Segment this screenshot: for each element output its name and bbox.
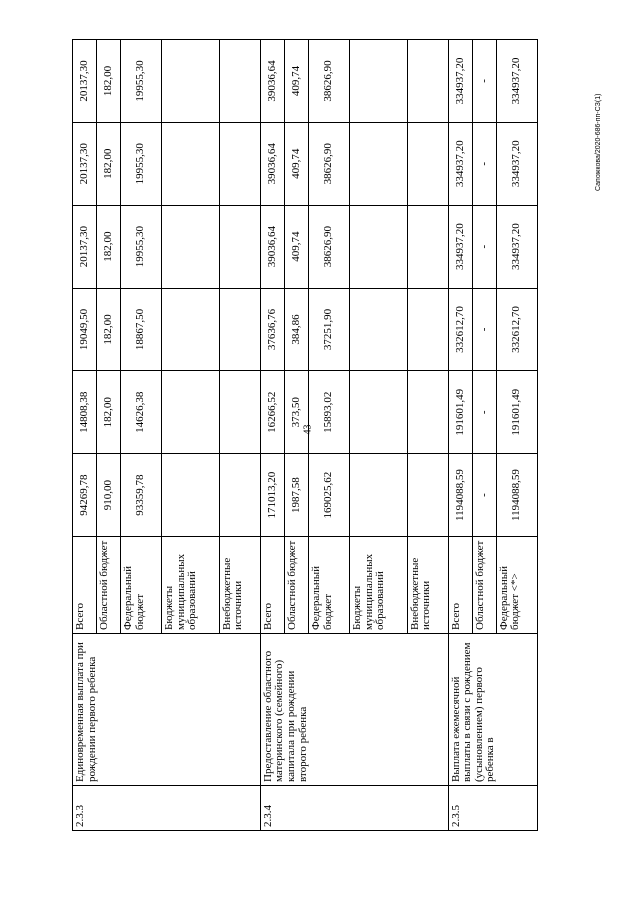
row-id: 2.3.3	[73, 786, 261, 831]
budget-table-wrapper	[72, 39, 538, 831]
amount-cell	[407, 205, 448, 288]
amount-cell	[219, 454, 260, 537]
funding-source: Областной бюджет	[284, 537, 308, 634]
amount-cell	[350, 205, 408, 288]
page-number: 43	[302, 424, 314, 435]
amount-cell: 37636,76	[260, 288, 284, 371]
amount-cell: 15893,02	[309, 371, 350, 454]
amount-cell: 19955,30	[121, 40, 162, 123]
amount-cell: 38626,90	[309, 205, 350, 288]
amount-cell	[219, 371, 260, 454]
amount-cell	[350, 122, 408, 205]
measure-name: Выплата ежемесячной выплаты в связи с рождением (усыновлением) первого ребенка в	[448, 634, 537, 786]
amount-cell: 373,50	[284, 371, 308, 454]
amount-cell: -	[472, 205, 496, 288]
funding-source: Федеральный бюджет	[121, 537, 162, 634]
measure-name: Единовременная выплата при рождении первого ребенка	[73, 634, 261, 786]
amount-cell: 20137,30	[73, 40, 97, 123]
amount-cell: 182,00	[97, 371, 121, 454]
funding-source: Внебюджетные источники	[407, 537, 448, 634]
amount-cell	[350, 371, 408, 454]
amount-cell: 37251,90	[309, 288, 350, 371]
row-id: 2.3.4	[260, 786, 448, 831]
amount-cell: 1194088,59	[496, 454, 537, 537]
amount-cell: -	[472, 40, 496, 123]
amount-cell	[407, 371, 448, 454]
amount-cell: 910,00	[97, 454, 121, 537]
amount-cell	[162, 40, 220, 123]
amount-cell: 334937,20	[496, 205, 537, 288]
funding-source: Федеральный бюджет <*>	[496, 537, 537, 634]
amount-cell: 38626,90	[309, 122, 350, 205]
amount-cell	[350, 288, 408, 371]
funding-source: Федеральный бюджет	[309, 537, 350, 634]
amount-cell: -	[472, 288, 496, 371]
amount-cell: 39036,64	[260, 40, 284, 123]
amount-cell	[162, 371, 220, 454]
amount-cell	[219, 122, 260, 205]
amount-cell: 332612,70	[496, 288, 537, 371]
amount-cell: 182,00	[97, 288, 121, 371]
amount-cell: 191601,49	[496, 371, 537, 454]
amount-cell: 1194088,59	[448, 454, 472, 537]
amount-cell: 16266,52	[260, 371, 284, 454]
amount-cell: 334937,20	[448, 40, 472, 123]
funding-source: Бюджеты муниципальных образований	[350, 537, 408, 634]
amount-cell: 191601,49	[448, 371, 472, 454]
amount-cell: 38626,90	[309, 40, 350, 123]
amount-cell: 334937,20	[496, 40, 537, 123]
amount-cell: 182,00	[97, 205, 121, 288]
amount-cell	[162, 122, 220, 205]
amount-cell: 171013,20	[260, 454, 284, 537]
amount-cell: 334937,20	[448, 122, 472, 205]
amount-cell	[407, 288, 448, 371]
amount-cell	[350, 454, 408, 537]
funding-source: Всего	[448, 537, 472, 634]
amount-cell	[162, 205, 220, 288]
amount-cell: 18867,50	[121, 288, 162, 371]
amount-cell: 334937,20	[448, 205, 472, 288]
table-row	[260, 40, 284, 831]
amount-cell: 93359,78	[121, 454, 162, 537]
funding-source: Бюджеты муниципальных образований	[162, 537, 220, 634]
amount-cell: -	[472, 371, 496, 454]
amount-cell: 19049,50	[73, 288, 97, 371]
amount-cell: 39036,64	[260, 122, 284, 205]
amount-cell: 20137,30	[73, 205, 97, 288]
amount-cell: 39036,64	[260, 205, 284, 288]
amount-cell	[407, 454, 448, 537]
amount-cell	[350, 40, 408, 123]
amount-cell	[407, 122, 448, 205]
amount-cell: 19955,30	[121, 122, 162, 205]
amount-cell: 14808,38	[73, 371, 97, 454]
amount-cell: 182,00	[97, 40, 121, 123]
funding-source: Всего	[73, 537, 97, 634]
amount-cell: 19955,30	[121, 205, 162, 288]
amount-cell	[219, 288, 260, 371]
amount-cell: -	[472, 122, 496, 205]
table-row	[448, 40, 472, 831]
amount-cell	[162, 454, 220, 537]
amount-cell: 169025,62	[309, 454, 350, 537]
amount-cell: 334937,20	[496, 122, 537, 205]
amount-cell: 1987,58	[284, 454, 308, 537]
amount-cell: 409,74	[284, 205, 308, 288]
amount-cell	[219, 40, 260, 123]
amount-cell: 409,74	[284, 40, 308, 123]
amount-cell	[162, 288, 220, 371]
funding-source: Областной бюджет	[97, 537, 121, 634]
amount-cell: 332612,70	[448, 288, 472, 371]
table-row	[73, 40, 97, 831]
amount-cell: 20137,30	[73, 122, 97, 205]
amount-cell: -	[472, 454, 496, 537]
amount-cell	[219, 205, 260, 288]
amount-cell: 182,00	[97, 122, 121, 205]
amount-cell: 384,86	[284, 288, 308, 371]
amount-cell: 94269,78	[73, 454, 97, 537]
amount-cell	[407, 40, 448, 123]
amount-cell: 14626,38	[121, 371, 162, 454]
row-id: 2.3.5	[448, 786, 537, 831]
funding-source: Областной бюджет	[472, 537, 496, 634]
budget-table	[72, 39, 538, 831]
amount-cell: 409,74	[284, 122, 308, 205]
funding-source: Всего	[260, 537, 284, 634]
measure-name: Предоставление областного материнского (семейного) капитала при рождении второго ребенка	[260, 634, 448, 786]
funding-source: Внебюджетные источники	[219, 537, 260, 634]
